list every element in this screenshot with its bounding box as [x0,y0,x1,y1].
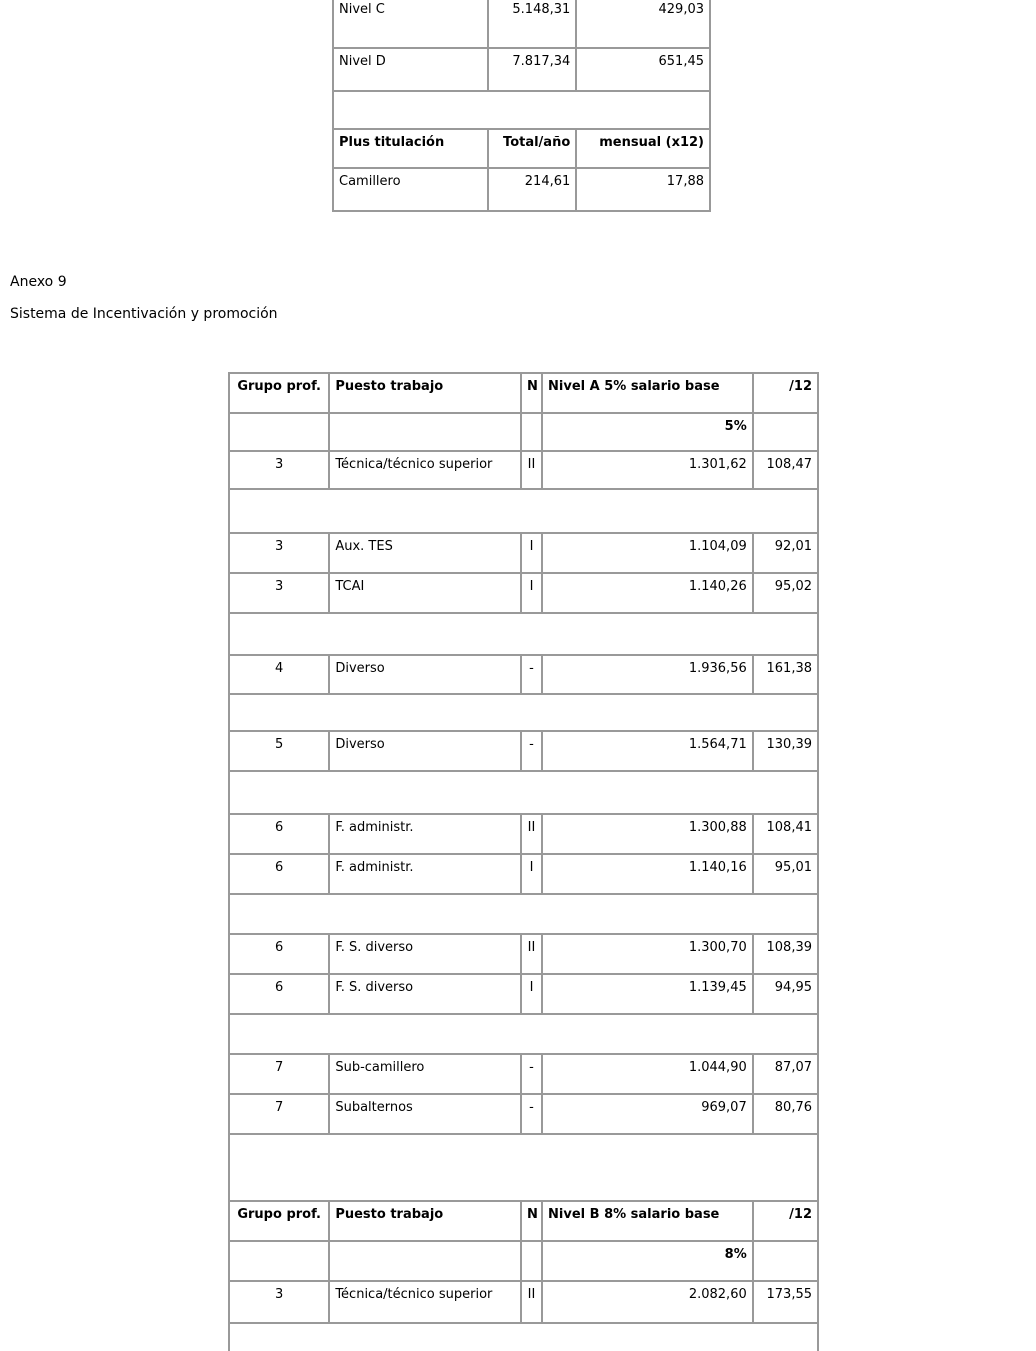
table-cell [753,413,818,451]
table-cell [521,413,542,451]
table-cell [229,771,818,814]
table-cell: 1.140,26 [542,573,753,613]
table-cell: - [521,1094,542,1134]
header-cell: Puesto trabajo [329,373,521,413]
anexo-title: Anexo 9 [10,274,67,290]
table-cell: 6 [229,974,329,1014]
table-row [229,1323,818,1351]
table-cell: 1.300,88 [542,814,753,854]
table-cell [229,1323,818,1351]
table-cell [329,1241,521,1281]
table-cell: I [521,854,542,894]
table-cell: 87,07 [753,1054,818,1094]
table-cell: 161,38 [753,655,818,694]
table-cell [521,1241,542,1281]
table-cell: 92,01 [753,533,818,573]
header-cell: Nivel A 5% salario base [542,373,753,413]
table-row [229,1054,818,1094]
table-cell: 6 [229,854,329,894]
header-cell: Puesto trabajo [329,1201,521,1241]
table-cell [333,91,710,129]
table-row [229,1281,818,1323]
table-cell: 214,61 [488,168,576,211]
table-row [229,974,818,1014]
table-cell: F. S. diverso [329,934,521,974]
table-cell: 5 [229,731,329,771]
table-cell: Nivel D [333,48,488,91]
table-cell [229,413,329,451]
header-cell: Nivel B 8% salario base [542,1201,753,1241]
table-cell: Nivel C [333,0,488,48]
table-cell: Diverso [329,655,521,694]
table-cell: 1.936,56 [542,655,753,694]
table-cell: Diverso [329,731,521,771]
table-header-row [229,1201,818,1241]
table-cell: 4 [229,655,329,694]
table-row [229,854,818,894]
header-cell: mensual (x12) [576,129,710,168]
table-row [229,1094,818,1134]
table-cell: F. administr. [329,854,521,894]
table-row [229,573,818,613]
table-cell: 7 [229,1094,329,1134]
table-cell: 3 [229,533,329,573]
table-cell [229,1241,329,1281]
table-row [229,533,818,573]
header-cell: Grupo prof. [229,373,329,413]
table-cell [753,1241,818,1281]
table-cell: II [521,814,542,854]
table-header-row [229,373,818,413]
table-header-row [333,129,710,168]
table-cell: - [521,655,542,694]
table-cell: 3 [229,1281,329,1323]
table-cell: Aux. TES [329,533,521,573]
table-cell: 1.300,70 [542,934,753,974]
table-cell: 95,02 [753,573,818,613]
table-cell [229,1014,818,1054]
table-cell: 2.082,60 [542,1281,753,1323]
table-row [333,48,710,91]
header-cell: N [521,373,542,413]
table-header-row [229,413,818,451]
table-cell: 1.301,62 [542,451,753,489]
table-cell: 17,88 [576,168,710,211]
table-header-row [229,1241,818,1281]
table-cell: F. administr. [329,814,521,854]
table-cell [229,894,818,934]
table-row [229,894,818,934]
table-row [229,731,818,771]
table-cell: 108,41 [753,814,818,854]
table-cell: TCAI [329,573,521,613]
table-row [229,655,818,694]
table-cell: 6 [229,814,329,854]
table-cell: 7.817,34 [488,48,576,91]
table-cell [329,413,521,451]
table-row [229,1134,818,1201]
header-cell: 5% [542,413,753,451]
table-cell: 3 [229,573,329,613]
table-row [229,771,818,814]
table-cell: II [521,1281,542,1323]
table-cell: 7 [229,1054,329,1094]
table-cell: Técnica/técnico superior [329,1281,521,1323]
table-cell: 429,03 [576,0,710,48]
table-row [229,814,818,854]
header-cell: /12 [753,1201,818,1241]
table-cell: 1.564,71 [542,731,753,771]
table-cell: 80,76 [753,1094,818,1134]
header-cell: Grupo prof. [229,1201,329,1241]
table-cell: - [521,1054,542,1094]
table-cell: II [521,451,542,489]
table-cell: 651,45 [576,48,710,91]
table-row [229,613,818,655]
table-cell: 6 [229,934,329,974]
table-cell: 969,07 [542,1094,753,1134]
table-cell: Sub-camillero [329,1054,521,1094]
table-cell: 1.104,09 [542,533,753,573]
table-cell: 3 [229,451,329,489]
table-row [229,451,818,489]
table-row [333,91,710,129]
table-cell: F. S. diverso [329,974,521,1014]
table-cell: I [521,533,542,573]
table-cell: - [521,731,542,771]
table-row [333,168,710,211]
table-cell: 1.140,16 [542,854,753,894]
table-cell: 5.148,31 [488,0,576,48]
table-cell: 1.139,45 [542,974,753,1014]
table-row [229,489,818,533]
table-cell: I [521,573,542,613]
table-cell: 94,95 [753,974,818,1014]
table-row [229,1014,818,1054]
table-cell [229,1134,818,1201]
anexo-subtitle: Sistema de Incentivación y promoción [10,306,278,322]
table-row [333,0,710,48]
table-cell: I [521,974,542,1014]
header-cell: Plus titulación [333,129,488,168]
incentivacion-table [228,372,819,1351]
header-cell: /12 [753,373,818,413]
plus-titulacion-table [332,0,711,212]
header-cell: 8% [542,1241,753,1281]
table-cell: 173,55 [753,1281,818,1323]
table-cell [229,489,818,533]
table-row [229,694,818,731]
header-cell: Total/año [488,129,576,168]
table-cell [229,613,818,655]
table-cell: Camillero [333,168,488,211]
table-cell: 95,01 [753,854,818,894]
header-cell: N [521,1201,542,1241]
table-cell: Subalternos [329,1094,521,1134]
table-cell: 130,39 [753,731,818,771]
table-cell [229,694,818,731]
table-row [229,934,818,974]
table-cell: Técnica/técnico superior [329,451,521,489]
table-cell: 108,39 [753,934,818,974]
table-cell: 1.044,90 [542,1054,753,1094]
table-cell: 108,47 [753,451,818,489]
table-cell: II [521,934,542,974]
